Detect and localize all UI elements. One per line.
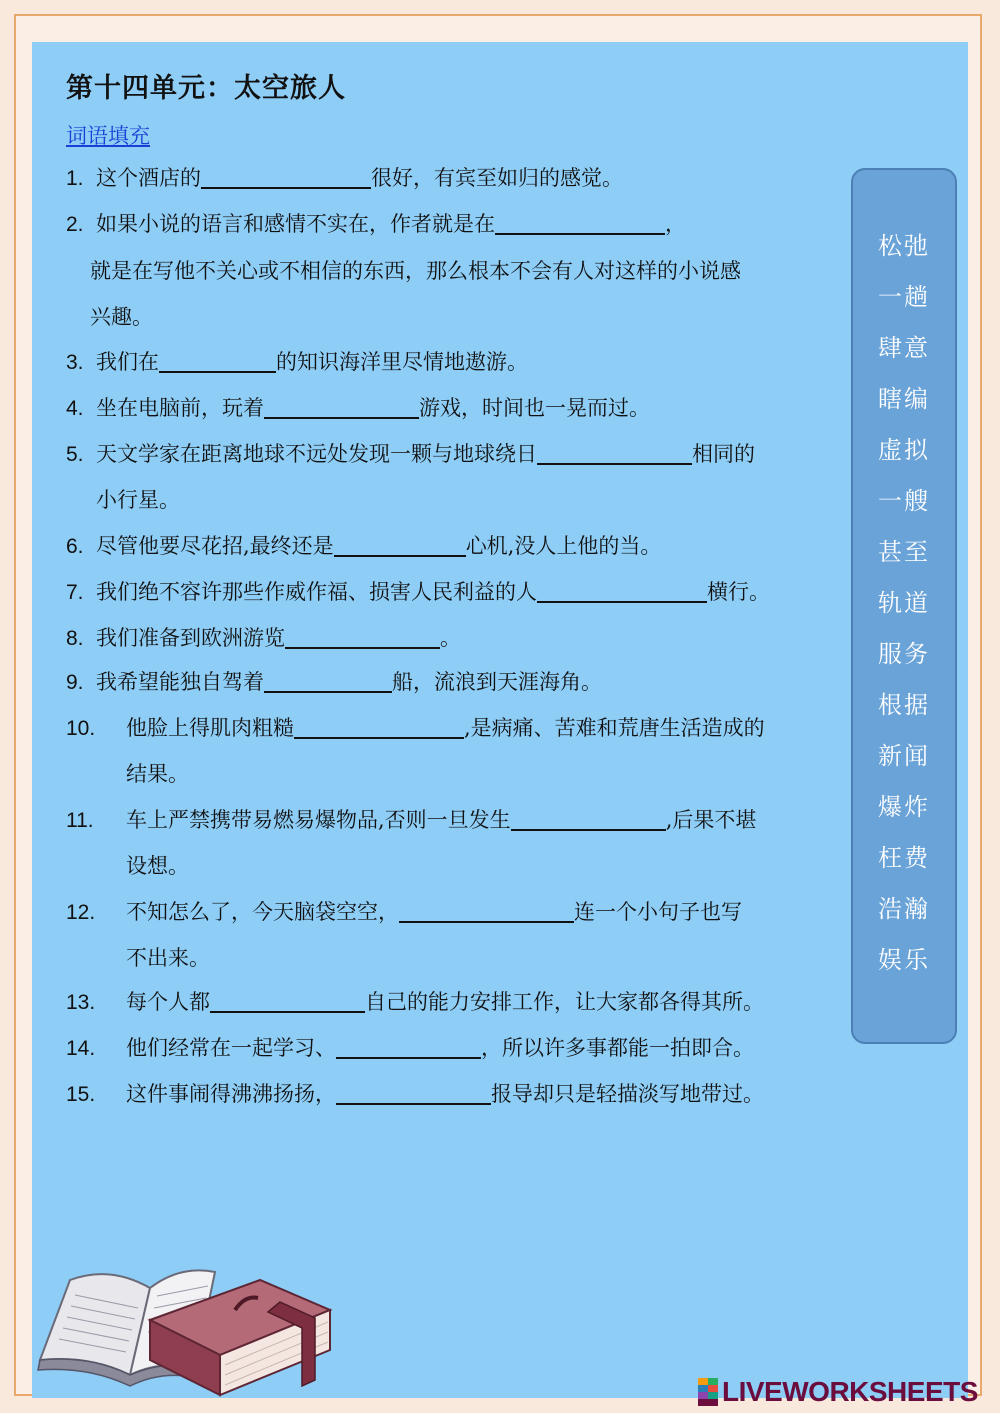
- answer-blank-7[interactable]: [537, 577, 707, 603]
- question-3: [66, 346, 528, 376]
- question-text-after: 。: [440, 626, 461, 650]
- word-bank-item: 轨道: [878, 589, 930, 617]
- question-text-before: 每个人都: [126, 990, 210, 1014]
- question-text-before: 我们绝不容许那些作威作福、损害人民利益的人: [96, 580, 537, 604]
- word-bank-item: 娱乐: [878, 946, 930, 974]
- question-8: [66, 622, 461, 652]
- question-number: 4.: [66, 397, 84, 420]
- word-bank-item: 一艘: [878, 487, 930, 515]
- question-text-before: 这件事闹得沸沸扬扬，: [126, 1082, 336, 1106]
- question-text-before: 不知怎么了，今天脑袋空空，: [126, 900, 399, 924]
- word-bank-item: 松弛: [878, 232, 930, 260]
- answer-blank-8[interactable]: [285, 623, 440, 649]
- word-bank-item: 虚拟: [878, 436, 930, 464]
- question-5-continuation: 小行星。: [96, 488, 180, 512]
- question-text-after: ，所以许多事都能一拍即合。: [481, 1036, 754, 1060]
- answer-blank-9[interactable]: [264, 667, 392, 693]
- word-bank-item: 根据: [878, 691, 930, 719]
- question-text-after: 游戏，时间也一晃而过。: [419, 396, 650, 420]
- question-11: [66, 804, 756, 834]
- answer-blank-13[interactable]: [210, 987, 365, 1013]
- question-2: [66, 208, 686, 238]
- question-10: [66, 712, 765, 742]
- answer-blank-2[interactable]: [495, 209, 665, 235]
- question-text-before: 我们在: [96, 350, 159, 374]
- question-text-after: 心机,没人上他的当。: [465, 534, 662, 558]
- question-10-continuation: 结果。: [126, 762, 189, 786]
- question-14: [66, 1032, 754, 1062]
- question-number: 11.: [66, 809, 94, 832]
- question-15: [66, 1078, 764, 1108]
- question-text-after: ，: [665, 212, 686, 236]
- answer-blank-14[interactable]: [336, 1033, 481, 1059]
- question-text-before: 这个酒店的: [96, 166, 201, 190]
- question-6: [66, 530, 661, 560]
- question-text-after: 横行。: [707, 580, 770, 604]
- question-13: [66, 986, 764, 1016]
- question-text-before: 尽管他要尽花招,最终还是: [96, 534, 334, 558]
- question-number: 2.: [66, 213, 84, 236]
- question-text-before: 他们经常在一起学习、: [126, 1036, 336, 1060]
- page-title: 第十四单元：太空旅人: [66, 73, 346, 104]
- question-text-before: 天文学家在距离地球不远处发现一颗与地球绕日: [96, 442, 537, 466]
- word-bank-item: 枉费: [878, 844, 930, 872]
- question-5: [66, 438, 755, 468]
- word-bank-item: 甚至: [878, 538, 930, 566]
- question-9: [66, 666, 602, 696]
- question-text-after: 连一个小句子也写: [574, 900, 742, 924]
- answer-blank-1[interactable]: [201, 163, 371, 189]
- question-text-before: 他脸上得肌肉粗糙: [126, 716, 294, 740]
- question-1: [66, 162, 623, 192]
- question-text-after: 自己的能力安排工作，让大家都各得其所。: [365, 990, 764, 1014]
- question-text-after: ,后果不堪: [665, 808, 757, 832]
- question-number: 12.: [66, 901, 96, 924]
- question-text-after: 相同的: [692, 442, 755, 466]
- answer-blank-4[interactable]: [264, 393, 419, 419]
- word-bank-item: 肆意: [878, 334, 930, 362]
- question-text-before: 车上严禁携带易燃易爆物品,否则一旦发生: [126, 808, 511, 832]
- question-12-continuation: 不出来。: [126, 946, 210, 970]
- brand-badge-icon: [698, 1378, 718, 1406]
- books-illustration: [30, 1210, 350, 1400]
- brand-name: LIVEWORKSHEETS: [722, 1376, 978, 1407]
- answer-blank-12[interactable]: [399, 897, 574, 923]
- question-number: 8.: [66, 627, 84, 650]
- question-2-continuation: 兴趣。: [90, 305, 153, 329]
- question-number: 9.: [66, 671, 84, 694]
- question-text-after: ,是病痛、苦难和荒唐生活造成的: [464, 716, 765, 740]
- question-text-before: 如果小说的语言和感情不实在，作者就是在: [96, 212, 495, 236]
- question-text-after: 船，流浪到天涯海角。: [392, 670, 602, 694]
- answer-blank-10[interactable]: [294, 713, 464, 739]
- answer-blank-15[interactable]: [336, 1079, 491, 1105]
- question-text-after: 报导却只是轻描淡写地带过。: [491, 1082, 764, 1106]
- question-number: 14.: [66, 1037, 96, 1060]
- question-number: 7.: [66, 581, 84, 604]
- word-bank-item: 瞎编: [878, 385, 930, 413]
- question-text-before: 我希望能独自驾着: [96, 670, 264, 694]
- question-number: 5.: [66, 443, 84, 466]
- question-number: 3.: [66, 351, 84, 374]
- question-text-after: 很好，有宾至如归的感觉。: [371, 166, 623, 190]
- answer-blank-11[interactable]: [511, 805, 666, 831]
- question-12: [66, 896, 742, 926]
- question-number: 15.: [66, 1083, 96, 1106]
- word-bank-item: 爆炸: [878, 793, 930, 821]
- word-bank: [851, 168, 957, 1044]
- question-text-before: 坐在电脑前，玩着: [96, 396, 264, 420]
- question-2-continuation: 就是在写他不关心或不相信的东西，那么根本不会有人对这样的小说感: [90, 259, 741, 283]
- word-bank-item: 一趟: [878, 283, 930, 311]
- question-4: [66, 392, 650, 422]
- section-link[interactable]: 词语填充: [66, 124, 150, 148]
- word-bank-item: 浩瀚: [878, 895, 930, 923]
- question-11-continuation: 设想。: [126, 854, 189, 878]
- question-number: 13.: [66, 991, 96, 1014]
- question-number: 10.: [66, 717, 96, 740]
- answer-blank-3[interactable]: [159, 347, 276, 373]
- word-bank-item: 服务: [878, 640, 930, 668]
- question-text-after: 的知识海洋里尽情地遨游。: [276, 350, 528, 374]
- question-text-before: 我们准备到欧洲游览: [96, 626, 285, 650]
- answer-blank-6[interactable]: [334, 531, 466, 557]
- question-number: 1.: [66, 167, 84, 190]
- answer-blank-5[interactable]: [537, 439, 692, 465]
- question-number: 6.: [66, 535, 84, 558]
- question-7: [66, 576, 770, 606]
- word-bank-item: 新闻: [878, 742, 930, 770]
